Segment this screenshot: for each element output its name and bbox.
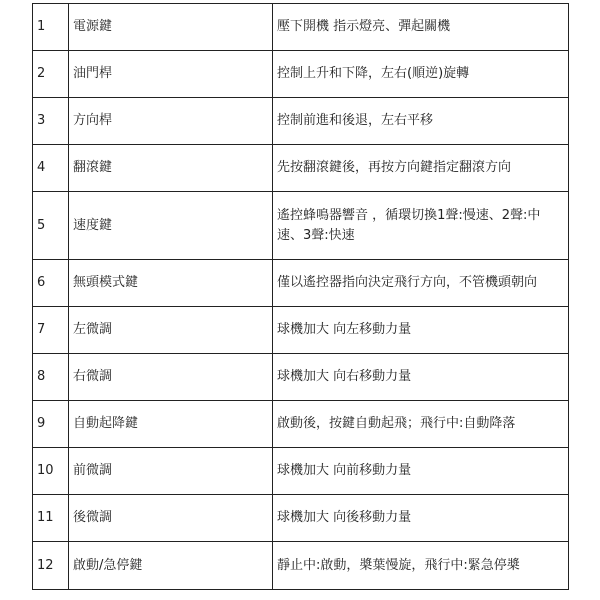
key-name: 電源鍵 [69, 4, 273, 51]
key-name: 無頭模式鍵 [69, 260, 273, 307]
key-description: 球機加大 向後移動力量 [273, 495, 569, 542]
key-name: 啟動/急停鍵 [69, 542, 273, 590]
row-number: 3 [33, 98, 69, 145]
key-description: 靜止中:啟動，槳葉慢旋，飛行中:緊急停槳 [273, 542, 569, 590]
key-description: 球機加大 向左移動力量 [273, 307, 569, 354]
key-description: 控制上升和下降，左右(順逆)旋轉 [273, 51, 569, 98]
key-name: 自動起降鍵 [69, 401, 273, 448]
remote-control-key-table [32, 3, 569, 590]
table-row [33, 260, 569, 307]
table-row [33, 307, 569, 354]
key-name: 後微調 [69, 495, 273, 542]
key-name: 方向桿 [69, 98, 273, 145]
key-description: 僅以遙控器指向決定飛行方向，不管機頭朝向 [273, 260, 569, 307]
table-row [33, 145, 569, 192]
table-row [33, 495, 569, 542]
key-description: 遙控蜂鳴器響音 ，循環切換1聲:慢速、2聲:中速、3聲:快速 [273, 192, 569, 260]
key-description: 控制前進和後退，左右平移 [273, 98, 569, 145]
table-row [33, 192, 569, 260]
function-table [32, 3, 568, 590]
row-number: 4 [33, 145, 69, 192]
key-description: 先按翻滾鍵後，再按方向鍵指定翻滾方向 [273, 145, 569, 192]
key-name: 翻滾鍵 [69, 145, 273, 192]
row-number: 11 [33, 495, 69, 542]
key-name: 速度鍵 [69, 192, 273, 260]
key-description: 啟動後，按鍵自動起飛；飛行中:自動降落 [273, 401, 569, 448]
key-name: 油門桿 [69, 51, 273, 98]
row-number: 12 [33, 542, 69, 590]
row-number: 6 [33, 260, 69, 307]
row-number: 5 [33, 192, 69, 260]
row-number: 10 [33, 448, 69, 495]
row-number: 7 [33, 307, 69, 354]
table-row [33, 4, 569, 51]
row-number: 9 [33, 401, 69, 448]
key-description: 球機加大 向前移動力量 [273, 448, 569, 495]
table-row [33, 401, 569, 448]
key-name: 右微調 [69, 354, 273, 401]
table-row [33, 542, 569, 590]
table-row [33, 448, 569, 495]
row-number: 1 [33, 4, 69, 51]
row-number: 8 [33, 354, 69, 401]
table-row [33, 98, 569, 145]
table-row [33, 354, 569, 401]
row-number: 2 [33, 51, 69, 98]
key-name: 前微調 [69, 448, 273, 495]
key-description: 壓下開機 指示燈亮、彈起關機 [273, 4, 569, 51]
key-description: 球機加大 向右移動力量 [273, 354, 569, 401]
table-row [33, 51, 569, 98]
key-name: 左微調 [69, 307, 273, 354]
